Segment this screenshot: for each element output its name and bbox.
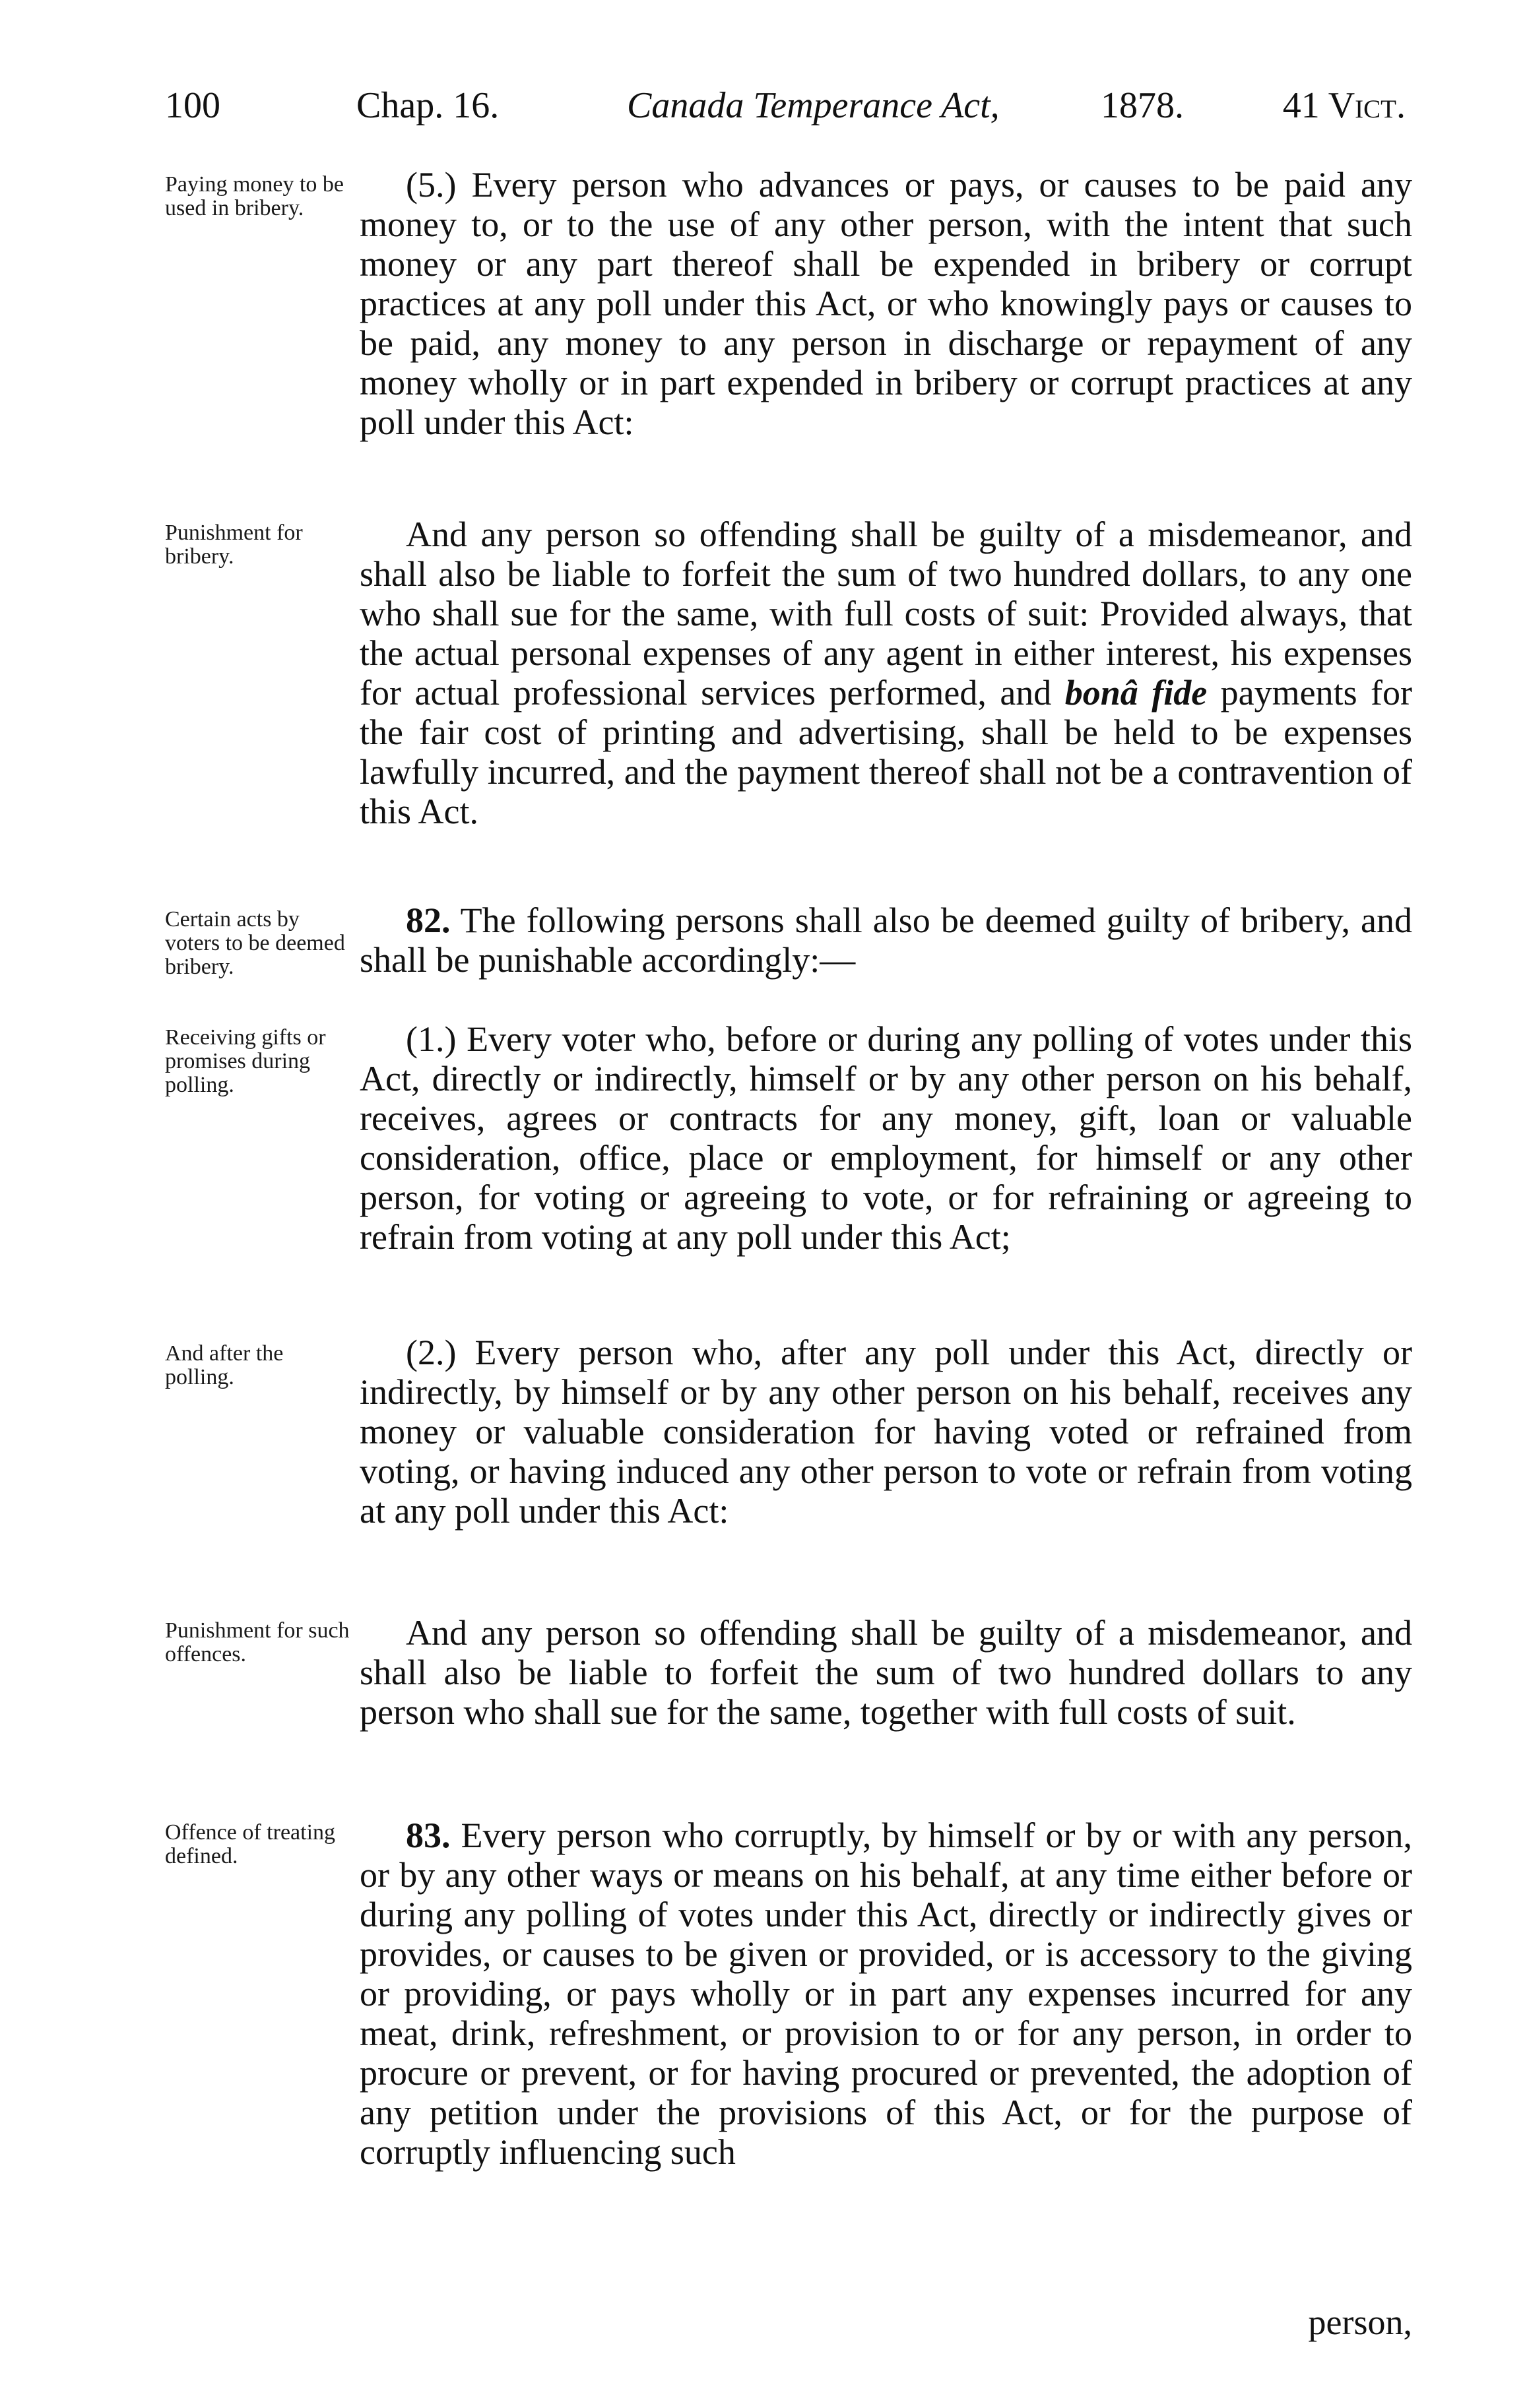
act-title: Canada Temperance Act, (627, 85, 1000, 126)
section-83: 83. Every person who corruptly, by himself or by or with any person, or by any other ways or means on his behalf, at any time either before or during any polling of votes under this Act, directly or indirectly gives or provides, or causes to be given or provided, or is accessory to the giving or providing, or pays wholly or in part any expenses incurred for any meat, drink, refreshment, or provision to or for any person, in order to procure or prevent, or for having procured or prevented, the adoption of any petition under the provisions of this Act, or for the purpose of corruptly influencing such (360, 1816, 1412, 2172)
catchword: person, (1308, 2302, 1412, 2342)
margin-note: And after the polling. (165, 1341, 284, 1389)
margin-note: Paying money to be used in bribery. (165, 172, 344, 220)
section-number: 82. (406, 901, 451, 940)
margin-note: Punishment for such offences. (165, 1618, 350, 1666)
running-header (165, 79, 1406, 132)
margin-note: Offence of treating defined. (165, 1820, 336, 1868)
page-number: 100 (165, 85, 220, 126)
paragraph-5-bribery-payments: (5.) Every person who advances or pays, or causes to be paid any money to, or to the use of any other person, with the intent that such money or any part thereof shall be expended in bribery or corrupt practices at any poll under this Act, or who knowingly pays or causes to be paid, any money to any person in discharge or repayment of any money wholly or in part expended in bribery or corrupt practices at any poll under this Act: (360, 165, 1412, 442)
section-82: 82. The following persons shall also be deemed guilty of bribery, and shall be punishable accordingly:— (360, 901, 1412, 980)
section-82-subsection-1: (1.) Every voter who, before or during any polling of votes under this Act, directly or indirectly, himself or by any other person on his behalf, receives, agrees or contracts for any money, gift, loan or valuable consideration, office, place or employment, for himself or any other person, for voting or agreeing to vote, or for refraining or agreeing to refrain from voting at any poll under this Act; (360, 1019, 1412, 1257)
chapter-label: Chap. 16. (356, 85, 500, 126)
section-82-subsection-2: (2.) Every person who, after any poll under this Act, directly or indirectly, by himself or by any other person on his behalf, receives any money or valuable consideration for having voted or refrained from voting, or having induced any other person to vote or refrain from voting at any poll under this Act: (360, 1333, 1412, 1531)
regnal-year: 41 Vict. (1282, 85, 1406, 126)
paragraph-punishment-offences: And any person so offending shall be guilty of a misdemeanor, and shall also be liable to forfeit the sum of two hundred dollars to any person who shall sue for the same, together with full costs of suit. (360, 1613, 1412, 1732)
section-number: 83. (406, 1816, 451, 1855)
act-year: 1878. (1101, 85, 1184, 126)
margin-note: Punishment for bribery. (165, 521, 303, 569)
margin-note: Certain acts by voters to be deemed bribery. (165, 907, 345, 979)
margin-note: Receiving gifts or promises during polling. (165, 1025, 326, 1097)
bona-fide-italic: bonâ fide (1064, 673, 1208, 713)
paragraph-punishment-bribery: And any person so offending shall be guilty of a misdemeanor, and shall also be liable to forfeit the sum of two hundred dollars, to any one who shall sue for the same, with full costs of suit: Provided always, that the actual personal expenses of any agent in either interest, his expenses for actual professional services performed, and bonâ fide payments for the fair cost of printing and advertising, shall be held to be expenses lawfully incurred, and the payment thereof shall not be a contravention of this Act. (360, 515, 1412, 831)
